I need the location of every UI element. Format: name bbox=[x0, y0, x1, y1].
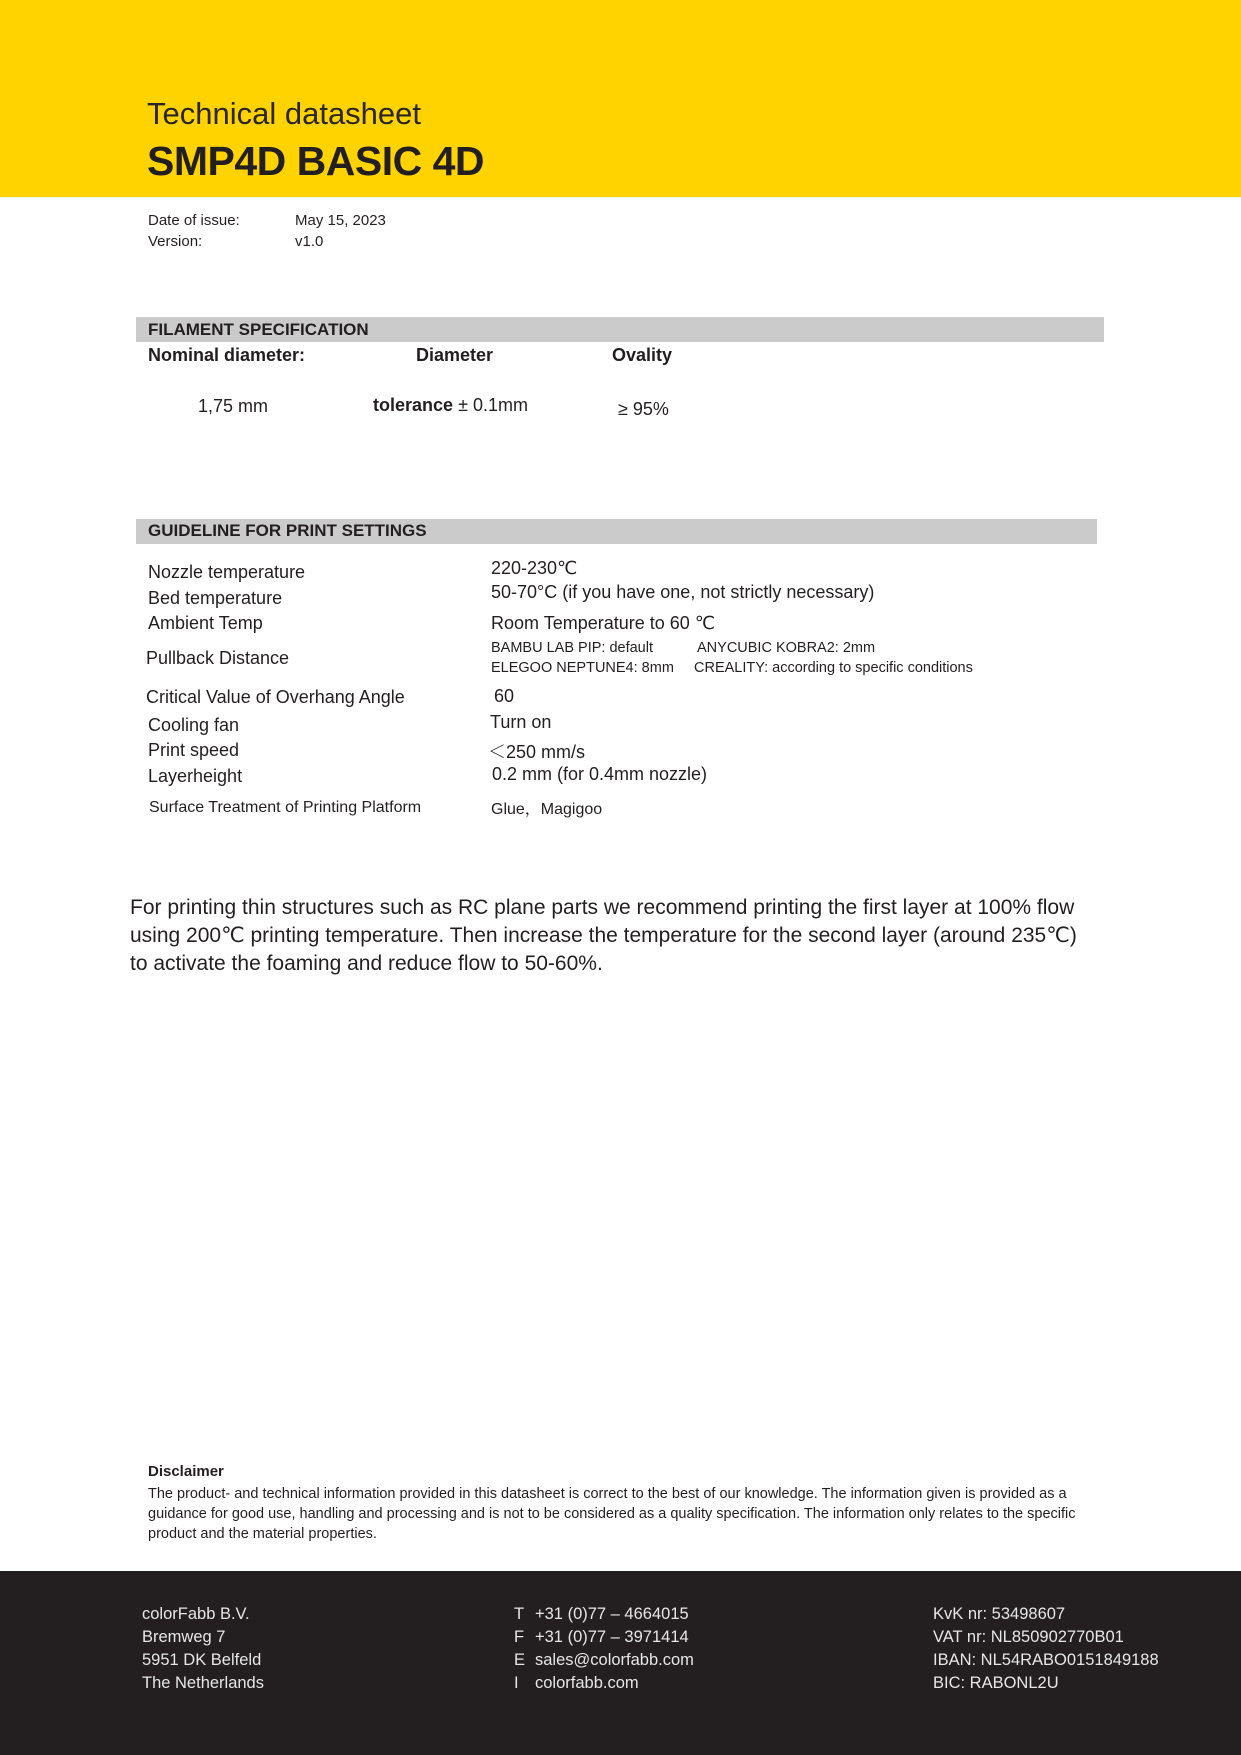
pullback-bambu: BAMBU LAB PIP: default bbox=[491, 640, 653, 656]
email-key: E bbox=[514, 1651, 526, 1669]
cooling-fan-value: Turn on bbox=[490, 712, 552, 732]
surface-treatment-value: Glue，Magigoo bbox=[491, 801, 603, 818]
print-speed-value: ＜250 mm/s bbox=[488, 742, 586, 762]
phone-key: T bbox=[514, 1605, 525, 1623]
document-type-heading: Technical datasheet bbox=[147, 96, 422, 131]
website-link[interactable]: colorfabb.com bbox=[535, 1674, 639, 1692]
date-value: May 15, 2023 bbox=[295, 212, 386, 229]
fax-number: +31 (0)77 – 3971414 bbox=[535, 1628, 689, 1646]
tolerance-value: ± 0.1mm bbox=[458, 395, 528, 415]
disclaimer-title: Disclaimer bbox=[148, 1463, 224, 1480]
fax-key: F bbox=[514, 1628, 525, 1646]
surface-treatment-label: Surface Treatment of Printing Platform bbox=[149, 799, 422, 816]
footer-contact bbox=[514, 1603, 694, 1695]
nozzle-temp-label: Nozzle temperature bbox=[148, 562, 306, 582]
city-address: 5951 DK Belfeld bbox=[142, 1651, 262, 1669]
version-label: Version: bbox=[148, 233, 203, 250]
date-label: Date of issue: bbox=[148, 212, 240, 229]
product-title: SMP4D BASIC 4D bbox=[147, 138, 485, 184]
layer-height-label: Layerheight bbox=[148, 766, 243, 786]
pullback-anycubic: ANYCUBIC KOBRA2: 2mm bbox=[697, 640, 876, 656]
bic: BIC: RABONL2U bbox=[933, 1674, 1059, 1692]
bed-temp-label: Bed temperature bbox=[148, 588, 283, 608]
footer-registration bbox=[933, 1603, 1159, 1695]
pullback-label: Pullback Distance bbox=[146, 648, 290, 668]
company-name: colorFabb B.V. bbox=[142, 1605, 250, 1623]
nominal-diameter-value: 1,75 mm bbox=[198, 396, 269, 416]
print-settings-title: GUIDELINE FOR PRINT SETTINGS bbox=[148, 521, 427, 540]
ovality-value: ≥ 95% bbox=[618, 399, 669, 419]
kvk-number: KvK nr: 53498607 bbox=[933, 1605, 1066, 1623]
overhang-angle-value: 60 bbox=[494, 686, 515, 706]
ambient-temp-value: Room Temperature to 60 ℃ bbox=[491, 613, 715, 633]
vat-number: VAT nr: NL850902770B01 bbox=[933, 1628, 1124, 1646]
pullback-elegoo: ELEGOO NEPTUNE4: 8mm bbox=[491, 660, 674, 676]
bed-temp-value: 50-70°C (if you have one, not strictly necessary) bbox=[491, 582, 875, 602]
email-link[interactable]: sales@colorfabb.com bbox=[535, 1651, 694, 1669]
printing-note: For printing thin structures such as RC plane parts we recommend printing the first layer at 100% flow using 200℃ printing temperature. Then increase the temperature for the second layer (around 235℃) to activate the foaming and reduce flow to 50-60%. bbox=[130, 896, 1077, 975]
diameter-header: Diameter bbox=[416, 345, 494, 365]
ambient-temp-label: Ambient Temp bbox=[148, 613, 263, 633]
pullback-creality: CREALITY: according to specific conditions bbox=[694, 660, 973, 676]
disclaimer-text: The product- and technical information provided in this datasheet is correct to the best of our knowledge. The information given is provided as a guidance for good use, handling and processing and is not to be considered as a quality specification. The information only relates to the specific product and the material properties. bbox=[148, 1486, 1076, 1542]
overhang-angle-label: Critical Value of Overhang Angle bbox=[146, 687, 405, 707]
footer-address bbox=[142, 1603, 264, 1695]
version-value: v1.0 bbox=[295, 233, 324, 250]
cooling-fan-label: Cooling fan bbox=[148, 715, 240, 735]
tolerance-word: tolerance bbox=[373, 395, 454, 415]
print-speed-label: Print speed bbox=[148, 740, 240, 760]
country: The Netherlands bbox=[142, 1674, 264, 1692]
layer-height-value: 0.2 mm (for 0.4mm nozzle) bbox=[492, 764, 708, 784]
footer bbox=[0, 1571, 1241, 1755]
diameter-tolerance bbox=[373, 395, 528, 416]
filament-spec-title: FILAMENT SPECIFICATION bbox=[148, 320, 369, 339]
street-address: Bremweg 7 bbox=[142, 1628, 226, 1646]
nozzle-temp-value: 220-230℃ bbox=[491, 558, 578, 578]
web-key: I bbox=[514, 1674, 519, 1692]
phone-number[interactable]: +31 (0)77 – 4664015 bbox=[535, 1605, 689, 1623]
iban: IBAN: NL54RABO0151849188 bbox=[933, 1651, 1159, 1669]
ovality-header: Ovality bbox=[612, 345, 673, 365]
nominal-diameter-header: Nominal diameter: bbox=[148, 345, 306, 365]
